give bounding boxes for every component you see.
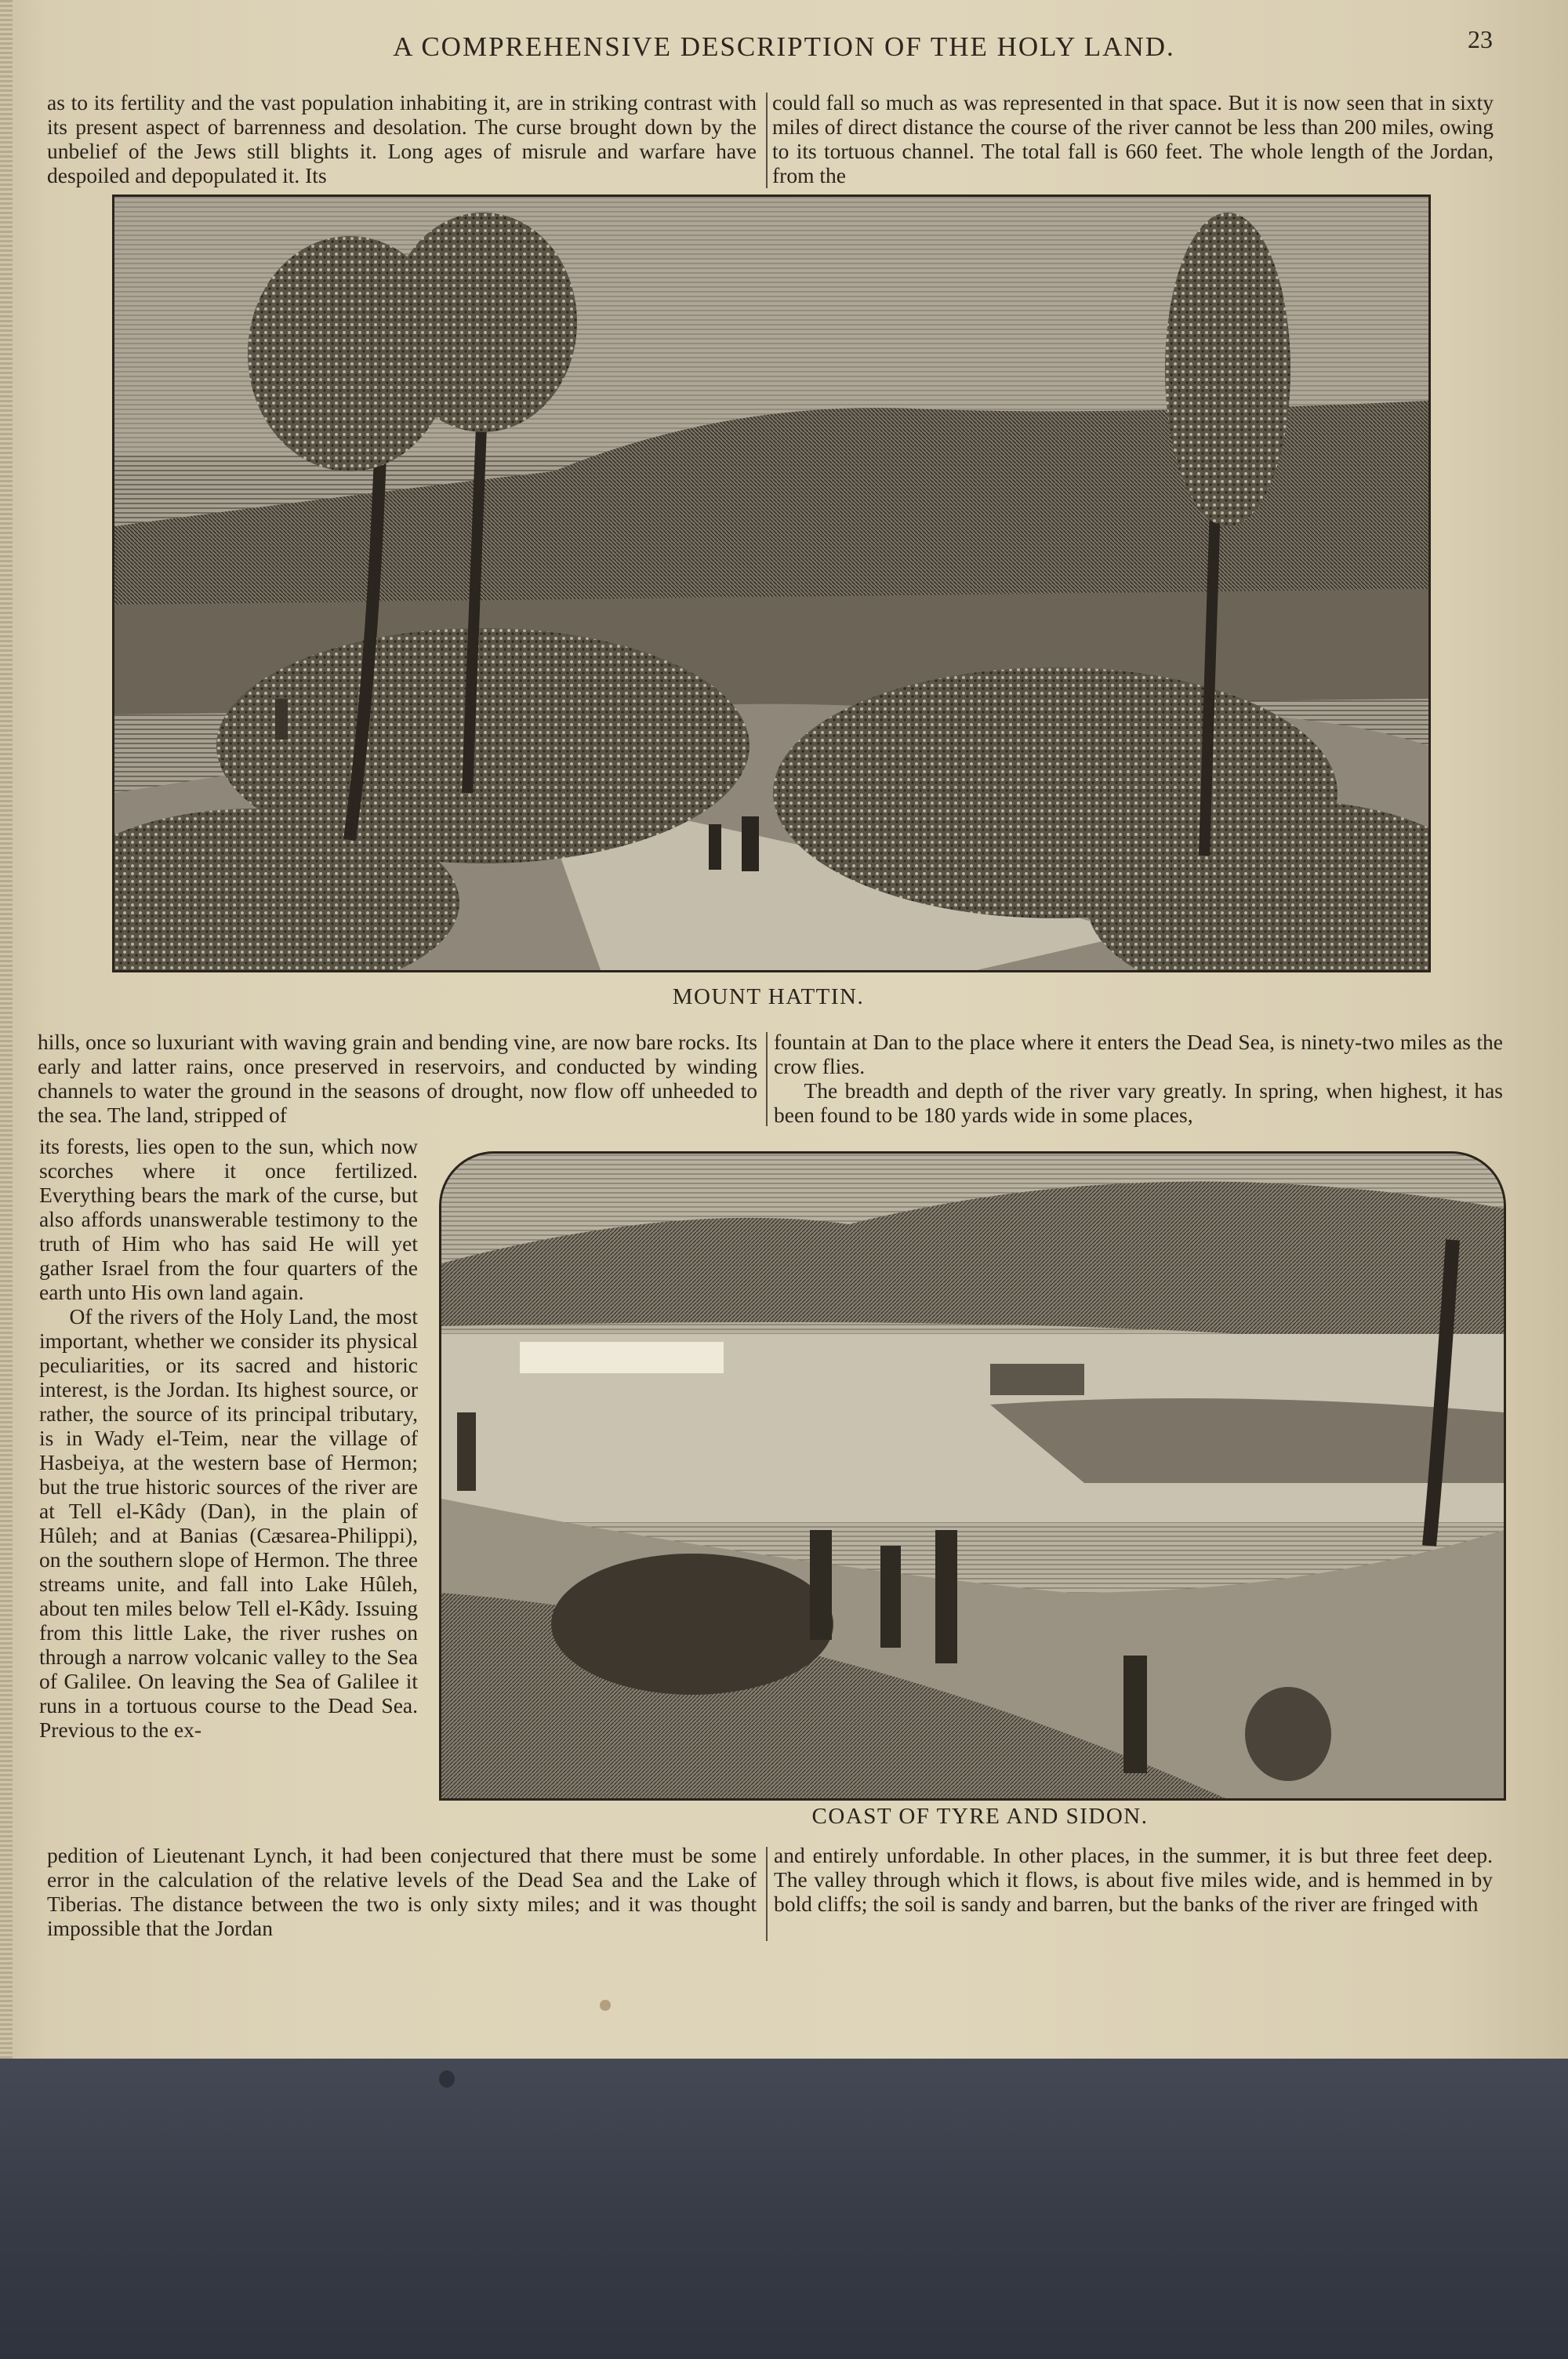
paragraph: hills, once so luxuriant with waving grain and bending vine, are now bare rocks. Its early and latter rains, once preserved in reservoirs, and conducted by winding channels to water the ground in the seasons of drought, now flow off unheeded to the sea. The land, stripped of [38,1030,757,1127]
top-left-column [47,90,757,187]
paragraph: could fall so much as was represented in that space. But it is now seen that in sixty miles of direct distance the course of the river cannot be less than 200 miles, owing to its tortuous channel. The total fall is 660 feet. The whole length of the Jordan, from the [772,90,1494,187]
shadow-spot [439,2070,455,2088]
paragraph: as to its fertility and the vast population inhabiting it, are in striking contrast with its present aspect of barrenness and desolation. The curse brought down by the unbelief of the Jews still blights it. Long ages of misrule and warfare have despoiled and depopulated it. Its [47,90,757,187]
tyre-sidon-illustration [441,1154,1504,1798]
running-title: A COMPREHENSIVE DESCRIPTION OF THE HOLY LAND. [393,31,1175,62]
paragraph: The breadth and depth of the river vary greatly. In spring, when highest, it has been found to be 180 yards wide in some places, [774,1078,1503,1127]
column-rule [766,1032,768,1126]
page-number: 23 [1468,25,1493,53]
middle-right-column [774,1030,1503,1127]
paragraph: its forests, lies open to the sun, which now scorches where it once fertilized. Everything bears the mark of the curse, but also affords unanswerable testimony to the truth of Him who has said He will yet gather Israel from the four quarters of the earth unto His own land again. [39,1134,418,1304]
top-right-column [772,90,1494,187]
paragraph: fountain at Dan to the place where it enters the Dead Sea, is ninety-two miles as the crow flies. [774,1030,1503,1078]
bottom-left-column [47,1843,757,1940]
paragraph: pedition of Lieutenant Lynch, it had been conjectured that there must be some error in the calculation of the relative levels of the Dead Sea and the Lake of Tiberias. The distance between the two is only sixty miles; and it was thought impossible that the Jordan [47,1843,757,1940]
scan-background [0,2031,1568,2359]
paper-stain [600,2000,611,2011]
page-spine-edge [0,0,13,2059]
column-rule [766,93,768,188]
column-rule [766,1847,768,1941]
middle-left-column [38,1030,757,1127]
narrow-left-column [39,1134,418,1742]
paragraph: Of the rivers of the Holy Land, the most important, whether we consider its physical peculiarities, or its sacred and historic interest, is the Jordan. Its highest source, or rather, the source of its principal tributary, is in Wady el-Teim, near the village of Hasbeiya, at the western base of Hermon; but the true historic sources of the river are at Tell el-Kâdy (Dan), in the plain of Hûleh; and at Banias (Cæsarea-Philippi), on the southern slope of Hermon. The three streams unite, and fall into Lake Hûleh, about ten miles below Tell el-Kâdy. Issuing from this little Lake, the river rushes on through a narrow volcanic valley to the Sea of Galilee. On leaving the Sea of Galilee it runs in a tortuous course to the Dead Sea. Previous to the ex- [39,1304,418,1742]
bottom-right-column [774,1843,1493,1916]
mount-hattin-caption: MOUNT HATTIN. [672,984,865,1009]
tyre-sidon-engraving [439,1151,1506,1801]
paragraph: and entirely unfordable. In other places, in the summer, it is but three feet deep. The valley through which it flows, is about five miles wide, and is hemmed in by bold cliffs; the soil is sandy and barren, but the banks of the river are fringed with [774,1843,1493,1916]
mount-hattin-illustration [114,197,1428,970]
tyre-sidon-caption: COAST OF TYRE AND SIDON. [811,1804,1149,1829]
mount-hattin-engraving [112,194,1431,972]
